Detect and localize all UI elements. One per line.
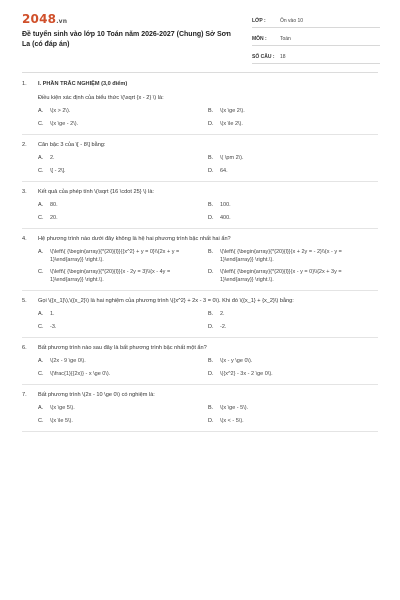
- question-header: [22, 391, 378, 399]
- meta-row-class: [252, 14, 380, 28]
- option-letter: B.: [208, 202, 214, 208]
- answer-option[interactable]: [208, 108, 378, 116]
- answer-option[interactable]: [208, 405, 378, 413]
- option-letter: C.: [38, 214, 44, 221]
- option-text: 20.: [50, 214, 58, 221]
- option-letter: D.: [208, 323, 214, 330]
- exam-title: Đề tuyển sinh vào lớp 10 Toán năm 2026-2027 (Chung) Sở Sơn La (có đáp án): [22, 31, 231, 48]
- option-letter: D.: [208, 120, 214, 127]
- answer-option[interactable]: [38, 155, 208, 163]
- header-divider: [22, 72, 378, 73]
- option-letter: A.: [38, 358, 44, 364]
- option-text: \(\left\{ {\begin{array}{*{20}{l}}{x + 2y = - 2}\\{x - y = 1}\end{array}} \right.\).: [220, 249, 342, 263]
- option-letter: D.: [208, 269, 214, 275]
- option-letter: B.: [208, 311, 214, 317]
- option-text: \(x \le 5\).: [50, 417, 73, 424]
- answer-option[interactable]: [38, 418, 208, 426]
- answer-option[interactable]: [38, 358, 208, 366]
- question-text: Kết quả của phép tính \(\sqrt {16 \cdot 25} \) là:: [38, 189, 154, 195]
- exam-meta: [252, 14, 380, 68]
- answer-option[interactable]: [38, 249, 208, 264]
- option-letter: C.: [38, 370, 44, 377]
- question-number: 5.: [22, 298, 27, 304]
- option-letter: B.: [208, 358, 214, 364]
- question-block: [22, 80, 378, 135]
- answer-options: [22, 108, 378, 128]
- option-text: \(x - y \ge 0\).: [220, 358, 253, 364]
- option-text: 400.: [220, 214, 231, 221]
- option-text: \(x \ge 2\).: [220, 108, 245, 114]
- option-text: 2.: [220, 311, 225, 317]
- option-text: \(\left\{ {\begin{array}{*{20}{l}}{{x^2} + y = 0}\\{2x + y = 1}\end{array}} \right.\).: [50, 249, 180, 263]
- question-block: [22, 188, 378, 229]
- option-letter: A.: [38, 108, 44, 114]
- option-text: \[ - 2\].: [50, 167, 66, 174]
- option-letter: A.: [38, 249, 44, 255]
- option-letter: B.: [208, 249, 214, 255]
- answer-options: [22, 249, 378, 284]
- answer-option[interactable]: [208, 269, 378, 284]
- option-letter: B.: [208, 405, 214, 411]
- answer-option[interactable]: [208, 418, 378, 426]
- option-letter: D.: [208, 167, 214, 174]
- option-letter: A.: [38, 405, 44, 411]
- question-text: Bất phương trình \(2x - 10 \ge 0\) có nghiệm là:: [38, 392, 155, 398]
- answer-options: [22, 155, 378, 175]
- meta-label: LỚP :: [252, 17, 266, 24]
- option-text: \(x \ge - 2\).: [50, 120, 79, 127]
- question-number: 4.: [22, 236, 27, 242]
- question-block: [22, 297, 378, 338]
- option-text: \(x < - 5\).: [220, 417, 244, 424]
- option-letter: A.: [38, 155, 44, 161]
- option-text: \(x \ge 5\).: [50, 405, 75, 411]
- option-letter: C.: [38, 269, 44, 275]
- question-text: Gọi \({x_1}\),\({x_2}\) là hai nghiệm của phương trình \({x^2} + 2x - 3 = 0\). Khi đó \({x_1} + {x_2}\) bằng:: [38, 298, 294, 304]
- option-letter: C.: [38, 323, 44, 330]
- option-text: 64.: [220, 167, 228, 174]
- site-logo[interactable]: [22, 12, 67, 26]
- header: [0, 0, 400, 66]
- option-letter: C.: [38, 120, 44, 127]
- answer-option[interactable]: [38, 311, 208, 319]
- option-text: \(\left\{ {\begin{array}{*{20}{l}}{x - 2y = 3}\\{x - 4y = 1}\end{array}} \right.\).: [50, 269, 171, 283]
- question-header: [22, 297, 378, 305]
- answer-option[interactable]: [38, 121, 208, 129]
- option-text: \(x \le 2\).: [220, 120, 243, 127]
- question-text: Bất phương trình nào sau đây là bất phương trình bậc nhất một ẩn?: [38, 345, 207, 351]
- option-text: -2.: [220, 323, 227, 330]
- meta-row-subject: [252, 32, 380, 46]
- option-text: \({x^2} - 3x - 2 \ge 0\).: [220, 370, 273, 377]
- question-list: [22, 80, 378, 438]
- meta-row-count: [252, 50, 380, 64]
- question-text: Hệ phương trình nào dưới đây không là hệ hai phương trình bậc nhất hai ẩn?: [38, 236, 231, 242]
- question-block: [22, 235, 378, 291]
- option-letter: B.: [208, 108, 214, 114]
- option-letter: A.: [38, 202, 44, 208]
- answer-option[interactable]: [38, 168, 208, 176]
- question-text: Căn bậc 3 của \[ - 8\] bằng:: [38, 142, 106, 148]
- question-block: [22, 141, 378, 182]
- meta-value: Toán: [280, 35, 291, 42]
- logo-suffix: .vn: [56, 18, 68, 25]
- meta-value: 18: [280, 53, 286, 60]
- option-letter: D.: [208, 417, 214, 424]
- answer-options: [22, 202, 378, 222]
- option-letter: D.: [208, 214, 214, 221]
- option-text: -3.: [50, 323, 57, 330]
- answer-option[interactable]: [208, 311, 378, 319]
- answer-option[interactable]: [38, 269, 208, 284]
- answer-options: [22, 358, 378, 378]
- option-text: \(x \ge - 5\).: [220, 405, 249, 411]
- answer-option[interactable]: [38, 202, 208, 210]
- answer-options: [22, 405, 378, 425]
- question-header: [22, 141, 378, 149]
- option-text: 80.: [50, 202, 58, 208]
- answer-option[interactable]: [38, 371, 208, 379]
- answer-option[interactable]: [208, 324, 378, 332]
- option-letter: C.: [38, 417, 44, 424]
- option-letter: D.: [208, 370, 214, 377]
- question-block: [22, 391, 378, 432]
- answer-option[interactable]: [38, 108, 208, 116]
- meta-label: SỐ CÂU :: [252, 53, 275, 60]
- question-number: 7.: [22, 392, 27, 398]
- answer-option[interactable]: [208, 202, 378, 210]
- question-header: [22, 188, 378, 196]
- option-text: \(x > 2\).: [50, 108, 71, 114]
- option-text: \( \pm 2\).: [220, 155, 244, 161]
- option-text: \(2x - 9 \ge 0\).: [50, 358, 86, 364]
- answer-option[interactable]: [208, 371, 378, 379]
- option-text: 1.: [50, 311, 55, 317]
- question-prompt-text: Điều kiện xác định của biểu thức \(\sqrt {x - 2} \) là:: [38, 95, 164, 101]
- question-block: [22, 344, 378, 385]
- option-letter: A.: [38, 311, 44, 317]
- option-text: 100.: [220, 202, 231, 208]
- option-text: 2.: [50, 155, 55, 161]
- question-prompt: [22, 94, 378, 102]
- option-text: \(\left\{ {\begin{array}{*{20}{l}}{x - y = 0}\\{2x + 3y = 1}\end{array}} \right.\).: [220, 269, 342, 283]
- question-header: [22, 235, 378, 243]
- question-header: [22, 80, 378, 88]
- option-text: \(\frac{1}{{2x}} - x \ge 0\).: [50, 370, 111, 377]
- question-header: [22, 344, 378, 352]
- answer-option[interactable]: [38, 215, 208, 223]
- logo-text: 2048: [22, 12, 57, 26]
- answer-option[interactable]: [208, 121, 378, 129]
- question-text: I. PHẦN TRẮC NGHIỆM (3,0 điểm): [38, 81, 128, 87]
- answer-option[interactable]: [208, 249, 378, 264]
- meta-label: MÔN :: [252, 35, 267, 42]
- option-letter: C.: [38, 167, 44, 174]
- answer-option[interactable]: [208, 358, 378, 366]
- question-number: 6.: [22, 345, 27, 351]
- question-number: 3.: [22, 189, 27, 195]
- meta-value: Ôn vào 10: [280, 17, 304, 24]
- question-number: 2.: [22, 142, 27, 148]
- answer-option[interactable]: [38, 324, 208, 332]
- question-number: 1.: [22, 81, 27, 87]
- indent-spacer: [22, 94, 38, 102]
- answer-options: [22, 311, 378, 331]
- answer-option[interactable]: [38, 405, 208, 413]
- option-letter: B.: [208, 155, 214, 161]
- answer-option[interactable]: [208, 215, 378, 223]
- answer-option[interactable]: [208, 168, 378, 176]
- answer-option[interactable]: [208, 155, 378, 163]
